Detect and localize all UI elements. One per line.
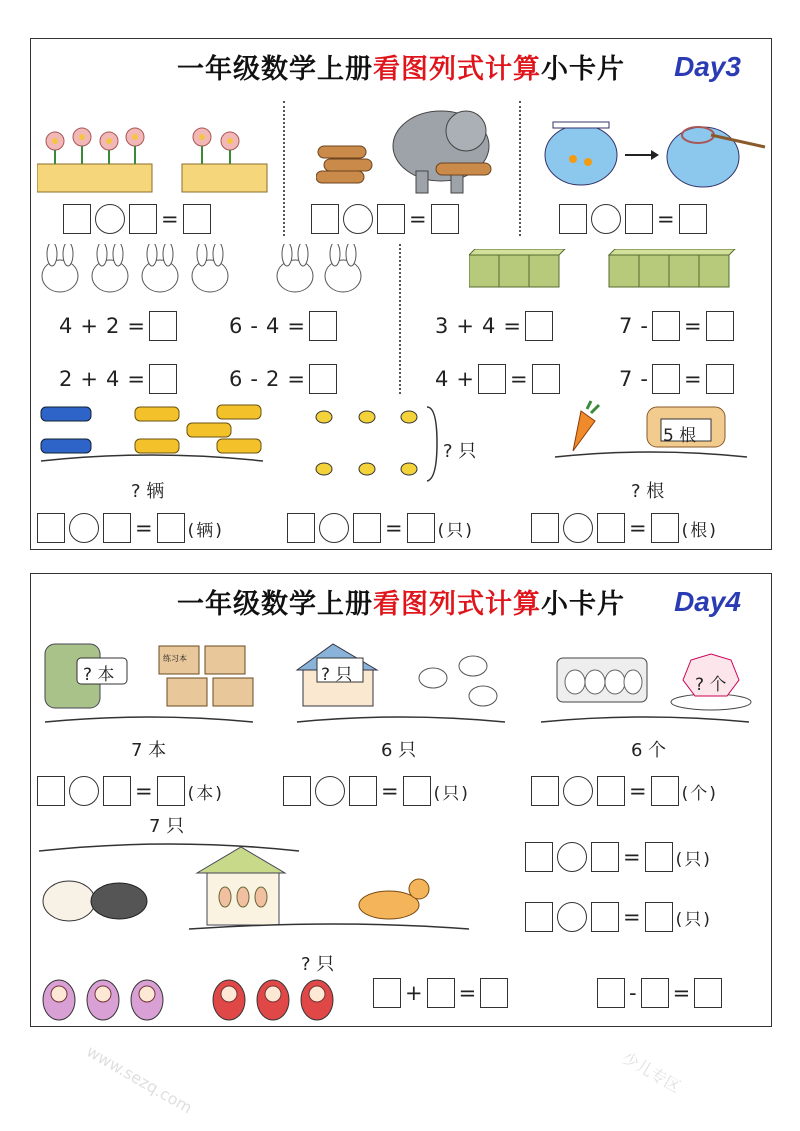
- equation-row2-4: 6 - 2 =: [225, 364, 337, 394]
- eggs-total-label: 6 个: [631, 740, 667, 761]
- answer-box[interactable]: [478, 364, 506, 394]
- operator-circle[interactable]: [563, 776, 593, 806]
- answer-box[interactable]: [525, 842, 553, 872]
- carrots-icon: [551, 399, 761, 469]
- operator-circle[interactable]: [95, 204, 125, 234]
- notebook-label: 练习本: [163, 654, 187, 663]
- bunnies-icon: [35, 244, 365, 299]
- card-day3: [30, 38, 772, 550]
- operator-circle[interactable]: [319, 513, 349, 543]
- answer-box[interactable]: [287, 513, 315, 543]
- answer-box[interactable]: [349, 776, 377, 806]
- watermark: 少儿专区: [619, 1048, 684, 1097]
- answer-box[interactable]: [309, 364, 337, 394]
- day-label: Day3: [674, 51, 741, 82]
- answer-box[interactable]: [377, 204, 405, 234]
- cats-total-label: 7 只: [149, 816, 185, 837]
- answer-box[interactable]: [183, 204, 211, 234]
- operator-circle[interactable]: [563, 513, 593, 543]
- basket-label: 5 根: [663, 426, 697, 446]
- answer-box[interactable]: [63, 204, 91, 234]
- answer-box[interactable]: [532, 364, 560, 394]
- operator-circle[interactable]: [557, 902, 587, 932]
- equation-cats-2: = (只): [525, 902, 712, 932]
- answer-box[interactable]: [373, 978, 401, 1008]
- equation-row2-1: 4 + 2 =: [55, 311, 177, 341]
- equation-eggs: = (个): [531, 776, 718, 806]
- equation-cars: = (辆): [37, 513, 224, 543]
- answer-box[interactable]: [311, 204, 339, 234]
- answer-box[interactable]: [149, 364, 177, 394]
- answer-box[interactable]: [157, 513, 185, 543]
- equation-row2-7: 4 + =: [431, 364, 560, 394]
- divider: [399, 244, 401, 394]
- answer-box[interactable]: [353, 513, 381, 543]
- answer-box[interactable]: [531, 776, 559, 806]
- answer-box[interactable]: [525, 902, 553, 932]
- equation-row2-2: 6 - 4 =: [225, 311, 337, 341]
- equation-dolls-add: + =: [373, 978, 508, 1008]
- answer-box[interactable]: [103, 776, 131, 806]
- answer-box[interactable]: [597, 978, 625, 1008]
- answer-box[interactable]: [525, 311, 553, 341]
- cubes-icon: [469, 249, 759, 291]
- answer-box[interactable]: [694, 978, 722, 1008]
- carrots-question-label: ? 根: [631, 481, 665, 502]
- answer-box[interactable]: [559, 204, 587, 234]
- elephant-logs-icon: [316, 101, 496, 196]
- answer-box[interactable]: [431, 204, 459, 234]
- equation-bees: = (只): [287, 513, 474, 543]
- answer-box[interactable]: [427, 978, 455, 1008]
- operator-circle[interactable]: [557, 842, 587, 872]
- answer-box[interactable]: [652, 364, 680, 394]
- answer-box[interactable]: [403, 776, 431, 806]
- card-title: 一年级数学上册看图列式计算小卡片: [177, 589, 625, 620]
- equation-flowers: =: [63, 204, 211, 234]
- equation-rabbits: = (只): [283, 776, 470, 806]
- equation-cats-1: = (只): [525, 842, 712, 872]
- answer-box[interactable]: [706, 311, 734, 341]
- operator-circle[interactable]: [591, 204, 621, 234]
- answer-box[interactable]: [157, 776, 185, 806]
- answer-box[interactable]: [679, 204, 707, 234]
- equation-row2-5: 3 + 4 =: [431, 311, 553, 341]
- answer-box[interactable]: [706, 364, 734, 394]
- equation-row2-8: 7 - =: [615, 364, 734, 394]
- equation-dolls-sub: - =: [597, 978, 722, 1008]
- answer-box[interactable]: [651, 776, 679, 806]
- answer-box[interactable]: [149, 311, 177, 341]
- plate-label: ? 个: [695, 675, 727, 695]
- equation-books: = (本): [37, 776, 224, 806]
- equation-carrots: = (根): [531, 513, 718, 543]
- answer-box[interactable]: [645, 902, 673, 932]
- answer-box[interactable]: [625, 204, 653, 234]
- answer-box[interactable]: [37, 776, 65, 806]
- equation-row2-6: 7 - =: [615, 311, 734, 341]
- fishbowl-icon: [543, 117, 768, 192]
- equation-row2-3: 2 + 4 =: [55, 364, 177, 394]
- answer-box[interactable]: [652, 311, 680, 341]
- answer-box[interactable]: [309, 311, 337, 341]
- bag-label: ? 本: [83, 665, 115, 685]
- answer-box[interactable]: [597, 513, 625, 543]
- cars-question-label: ? 辆: [131, 481, 165, 502]
- card-day4: [30, 573, 772, 1027]
- answer-box[interactable]: [103, 513, 131, 543]
- rabbits-total-label: 6 只: [381, 740, 417, 761]
- operator-circle[interactable]: [69, 513, 99, 543]
- answer-box[interactable]: [531, 513, 559, 543]
- bees-icon: [309, 403, 459, 493]
- card-title: 一年级数学上册看图列式计算小卡片: [177, 54, 625, 85]
- equation-elephant: =: [311, 204, 459, 234]
- operator-circle[interactable]: [343, 204, 373, 234]
- house-label: ? 只: [321, 665, 353, 685]
- answer-box[interactable]: [597, 776, 625, 806]
- bees-question-label: ? 只: [443, 441, 477, 462]
- answer-box[interactable]: [407, 513, 435, 543]
- answer-box[interactable]: [37, 513, 65, 543]
- answer-box[interactable]: [645, 842, 673, 872]
- books-total-label: 7 本: [131, 740, 167, 761]
- answer-box[interactable]: [641, 978, 669, 1008]
- equation-fish: =: [559, 204, 707, 234]
- operator-circle[interactable]: [69, 776, 99, 806]
- cats-house-icon: [39, 829, 499, 959]
- backpack-notebooks-icon: [41, 636, 261, 731]
- dolls-icon: [39, 974, 359, 1022]
- cars-icon: [37, 399, 277, 469]
- operator-circle[interactable]: [315, 776, 345, 806]
- answer-box[interactable]: [591, 902, 619, 932]
- answer-box[interactable]: [480, 978, 508, 1008]
- answer-box[interactable]: [283, 776, 311, 806]
- answer-box[interactable]: [591, 842, 619, 872]
- answer-box[interactable]: [651, 513, 679, 543]
- divider: [519, 101, 521, 236]
- day-label: Day4: [674, 586, 741, 617]
- watermark-url: www.sezq.com: [83, 1041, 196, 1118]
- divider: [283, 101, 285, 236]
- answer-box[interactable]: [129, 204, 157, 234]
- flowers-icon: [37, 119, 277, 194]
- cats-question-label: ? 只: [301, 954, 335, 975]
